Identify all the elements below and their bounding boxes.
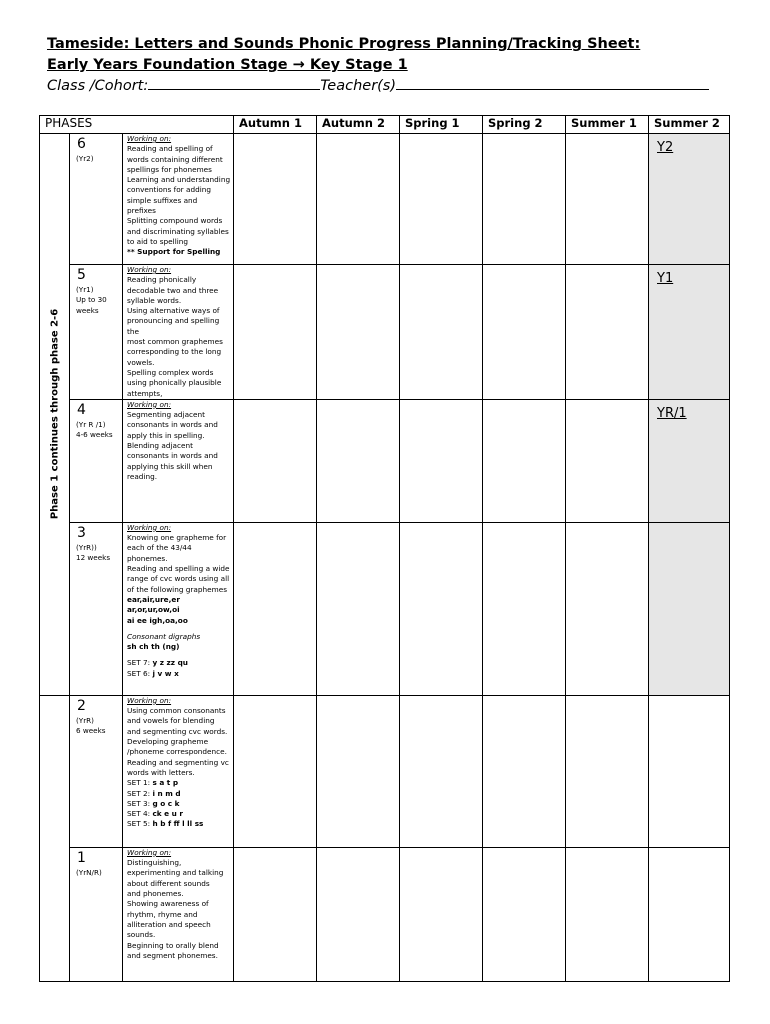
tracking-cell[interactable] [483,399,566,522]
tracking-cell[interactable] [400,695,483,847]
phase-year: (YrR)) 12 weeks [76,542,111,563]
phase-number-cell [70,265,123,400]
side-label-cell [40,134,70,696]
level-label [649,696,729,702]
tracking-cell[interactable] [566,847,649,981]
level-label: Y1 [657,271,674,286]
phase-year: (Yr2) [76,154,94,163]
tracking-cell[interactable] [400,134,483,265]
phase-number: 1 [77,849,86,866]
level-cell[interactable] [649,134,730,265]
side-label: Phase 1 continues through phase 2-6 [49,309,60,520]
tracking-cell[interactable] [234,522,317,695]
class-teacher-line [47,77,712,94]
header-row [40,116,730,134]
phase-number-cell [70,522,123,695]
class-cohort-label: Class /Cohort: [47,78,149,94]
tracking-cell[interactable] [317,847,400,981]
tracking-table [39,115,730,982]
phase-row [40,695,730,847]
tracking-cell[interactable] [566,399,649,522]
tracking-cell[interactable] [317,522,400,695]
phase-year: (Yr1) Up to 30 weeks [76,285,107,315]
phase-year: (YrR) 6 weeks [76,715,106,736]
tracking-cell[interactable] [234,695,317,847]
phase-number: 2 [77,697,86,714]
term-header: Summer 2 [649,116,730,134]
tracking-cell[interactable] [483,134,566,265]
tracking-cell[interactable] [483,265,566,400]
term-header: Spring 1 [400,116,483,134]
level-label: YR/1 [657,405,687,421]
level-cell[interactable] [649,522,730,695]
class-cohort-field[interactable] [148,77,320,90]
phase-year: (YrN/R) [76,867,102,877]
level-label [649,848,729,854]
phase-number: 4 [77,401,86,418]
title-line-2: Early Years Foundation Stage → Key Stage 1 [47,57,408,73]
tracking-cell[interactable] [317,134,400,265]
level-label: Y2 [657,140,674,155]
level-cell[interactable] [649,847,730,981]
level-cell[interactable] [649,399,730,522]
teacher-label: Teacher(s) [320,78,397,94]
tracking-cell[interactable] [566,522,649,695]
tracking-cell[interactable] [566,134,649,265]
tracking-cell[interactable] [234,847,317,981]
phase-row [40,265,730,400]
level-label [649,523,729,529]
term-header: Autumn 1 [234,116,317,134]
phase-number-cell [70,695,123,847]
phase-description: Working on: Distinguishing, experimenting and talking about different sounds and phonemes. Showing awareness of rhythm, rhyme and alliteration and speech sounds. Beginning to orally blend and segment phonemes. [123,847,234,981]
tracking-cell[interactable] [483,695,566,847]
phase-number: 6 [77,136,86,152]
tracking-cell[interactable] [234,134,317,265]
tracking-cell[interactable] [400,847,483,981]
tracking-cell[interactable] [317,695,400,847]
tracking-cell[interactable] [317,399,400,522]
phase-number-cell [70,847,123,981]
phase-row [40,399,730,522]
phase-description: Working on: Using common consonants and vowels for blending and segmenting cvc words. Developing grapheme /phoneme correspondence. Reading and segmenting vc words with letters. SET 1: s a t p SET 2: i n m d SET 3: g o c k SET 4: ck e u r SET 5: h b f ff l ll ss [123,695,234,847]
tracking-cell[interactable] [234,399,317,522]
term-header: Spring 2 [483,116,566,134]
term-header: Autumn 2 [317,116,400,134]
side-blank-cell [40,695,70,981]
tracking-cell[interactable] [234,265,317,400]
phase-row [40,847,730,981]
tracking-cell[interactable] [400,399,483,522]
tracking-cell[interactable] [400,265,483,400]
phase-number-cell [70,134,123,265]
tracking-cell[interactable] [566,265,649,400]
phase-description: Working on: Segmenting adjacent consonants in words and apply this in spelling. Blending adjacent consonants in words and applying this skill when reading. [123,399,234,522]
phase-row [40,522,730,695]
level-cell[interactable] [649,695,730,847]
tracking-cell[interactable] [317,265,400,400]
phases-header: PHASES [40,116,234,134]
phase-number: 5 [77,267,86,283]
phase-row [40,134,730,265]
teacher-field[interactable] [396,77,709,90]
phase-year: (Yr R /1) 4-6 weeks [76,419,113,440]
term-header: Summer 1 [566,116,649,134]
level-cell[interactable] [649,265,730,400]
tracking-cell[interactable] [483,522,566,695]
phase-description: Working on: Knowing one grapheme for each of the 43/44 phonemes. Reading and spelling a wide range of cvc words using all of the following graphemes ear,air,ure,er ar,or,ur,ow,oi ai ee igh,oa,oo Consonant digraphs sh ch th (ng) SET 7: y z zz qu SET 6: j v w x [123,522,234,695]
phase-description: Working on: Reading and spelling of words containing different spellings for phonemes Learning and understanding conventions for adding simple suffixes and prefixes Splitting compound words and discriminating syllables to aid to spelling ** Support for Spelling [123,134,234,265]
title-line-1: Tameside: Letters and Sounds Phonic Progress Planning/Tracking Sheet: [47,36,641,52]
tracking-cell[interactable] [483,847,566,981]
phase-number: 3 [77,524,86,541]
phase-description: Working on: Reading phonically decodable two and three syllable words. Using alternative ways of pronouncing and spelling the most common graphemes corresponding to the long vowels. Spelling complex words using phonically plausible attempts, [123,265,234,400]
tracking-cell[interactable] [566,695,649,847]
tracking-cell[interactable] [400,522,483,695]
phase-number-cell [70,399,123,522]
